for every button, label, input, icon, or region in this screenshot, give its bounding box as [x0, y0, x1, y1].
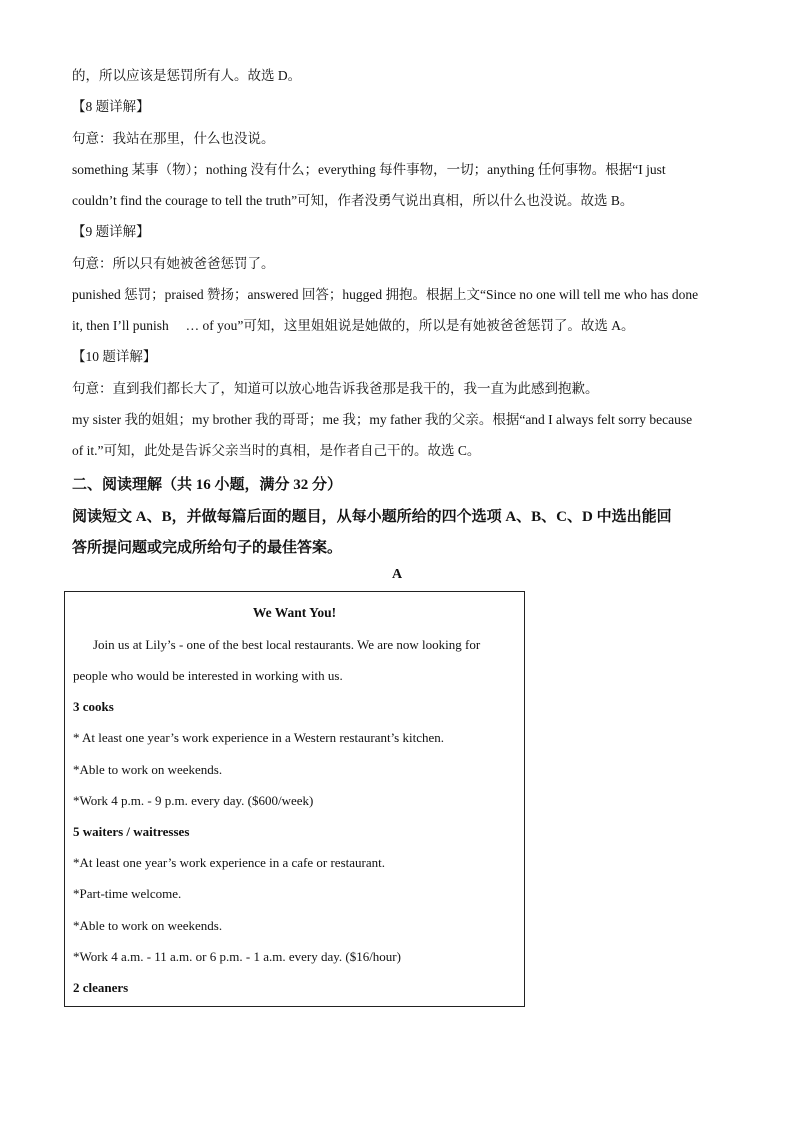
explanation-line: 句意：我站在那里，什么也没说。	[72, 131, 275, 146]
list-item: *Able to work on weekends.	[73, 918, 223, 933]
list-item: *At least one year’s work experience in a cafe or restaurant.	[73, 855, 385, 870]
ad-title: We Want You!	[252, 605, 337, 620]
explanation-line: of it.”可知，此处是告诉父亲当时的真相，是作者自己干的。故选 C。	[72, 443, 481, 458]
explanation-line: punished 惩罚；praised 赞扬；answered 回答；hugged 拥抱。根据上文“Since no one will tell me who has done	[72, 287, 699, 302]
ad-intro: Join us at Lily’s - one of the best local restaurants. We are now looking for	[93, 637, 481, 652]
list-item: *Work 4 p.m. - 9 p.m. every day. ($600/week)	[73, 793, 314, 808]
explanation-line: it, then I’ll punish … of you”可知，这里姐姐说是她做的，所以是有她被爸爸惩罚了。故选 A。	[72, 318, 635, 333]
explanation-line: 的，所以应该是惩罚所有人。故选 D。	[72, 68, 302, 83]
ad-intro: people who would be interested in working with us.	[73, 668, 343, 683]
list-item: *Able to work on weekends.	[73, 762, 223, 777]
question-9-heading: 【9 题详解】	[72, 224, 150, 239]
explanation-line: 句意：直到我们都长大了，知道可以放心地告诉我爸那是我干的，我一直为此感到抱歉。	[72, 381, 599, 396]
section-instruction: 阅读短文 A、B，并做每篇后面的题目，从每小题所给的四个选项 A、B、C、D 中选出能回	[72, 509, 672, 525]
explanation-line: something 某事（物）；nothing 没有什么；everything 每件事物，一切；anything 任何事物。根据“I just	[72, 162, 666, 177]
cleaners-heading: 2 cleaners	[73, 980, 129, 995]
cooks-heading: 3 cooks	[73, 699, 114, 714]
list-item: *Part-time welcome.	[73, 886, 182, 901]
waiters-heading: 5 waiters / waitresses	[73, 824, 190, 839]
section-title: 二、阅读理解（共 16 小题，满分 32 分）	[72, 477, 343, 493]
question-10-heading: 【10 题详解】	[72, 349, 157, 364]
list-item: *Work 4 a.m. - 11 a.m. or 6 p.m. - 1 a.m. every day. ($16/hour)	[73, 949, 401, 964]
question-8-heading: 【8 题详解】	[72, 99, 150, 114]
explanation-line: couldn’t find the courage to tell the truth”可知，作者没勇气说出真相，所以什么也没说。故选 B。	[72, 193, 634, 208]
explanation-line: 句意：所以只有她被爸爸惩罚了。	[72, 256, 275, 271]
explanation-line: my sister 我的姐姐；my brother 我的哥哥；me 我；my father 我的父亲。根据“and I always felt sorry because	[72, 412, 693, 427]
passage-label: A	[391, 567, 403, 582]
section-instruction: 答所提问题或完成所给句子的最佳答案。	[72, 540, 343, 556]
job-ad-box	[64, 591, 525, 1007]
list-item: * At least one year’s work experience in a Western restaurant’s kitchen.	[73, 730, 445, 745]
